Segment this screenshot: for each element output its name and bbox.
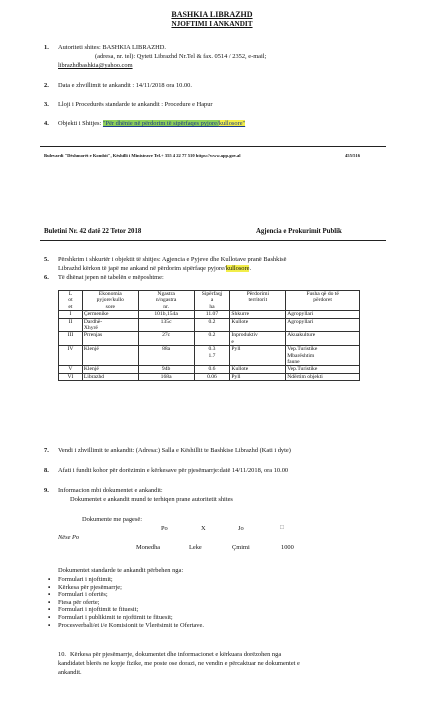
table-cell: Pyll [230, 346, 286, 366]
table-cell: IV [59, 346, 83, 366]
bulletin-header: Buletini Nr. 42 datë 22 Tetor 2018 [44, 228, 142, 235]
participation-request-end: ankandit. [58, 669, 82, 676]
table-row [59, 311, 360, 318]
col-header: Fusha që do të përdoret [286, 291, 360, 311]
table-cell: 11.07 [194, 311, 230, 318]
option-jo: Jo [238, 525, 244, 532]
table-cell: 101b,154a [138, 311, 194, 318]
table-cell: 0.3 1.7 [194, 346, 230, 366]
table-cell: 0.06 [194, 373, 230, 380]
item-number: 5. [44, 256, 49, 263]
table-cell: 168a [138, 373, 194, 380]
sale-object: Objekti i Shitjes: "Për dhënie në përdorim të sipërfaqes pyjore/kullosore" [58, 120, 246, 127]
currency-label: Monedha [136, 544, 161, 551]
col-header: Ngastra n/ngastra nr. [138, 291, 194, 311]
participation-request: Kërkesa për pjesëmarrje, dokumentet dhe informacionet e kërkuara dorëzohen nga [70, 651, 282, 658]
table-cell: Klenjë [82, 366, 138, 373]
procedure-type: Lloji i Procedurës standarde te ankandit : Procedure e Hapur [58, 101, 213, 108]
list-item: ▪ Procesverbali/et i/e Komisionit te Vlerësimit te Ofertave. [58, 622, 204, 630]
authority-line: Autoriteti shites: BASHKIA LIBRAZHD. [58, 44, 166, 51]
table-cell: Vep.Turistike [286, 366, 360, 373]
table-cell: II [59, 318, 83, 332]
table-cell: Vep.Turistike Mbarështim faune [286, 346, 360, 366]
list-item: ▪ Formulari i publikimit te njoftimit te fituesit; [58, 614, 204, 622]
participation-request-cont: kandidatet blerës ne kopje fizike, me poste ose dorazi, ne vendin e përcaktuar ne dokumentet e [58, 660, 300, 667]
table-cell: 94b [138, 366, 194, 373]
table-cell: 88a [138, 346, 194, 366]
table-cell: VI [59, 373, 83, 380]
table-cell: Klenjë [82, 346, 138, 366]
table-cell: Pyll [230, 373, 286, 380]
standard-docs-intro: Dokumentet standarde te ankandit përbehen nga: [58, 567, 184, 574]
submission-deadline: Afati i fundit kohor për dorëzimin e kërkesave për pjesëmarrje:datë 14/11/2018, ora 10.00 [58, 467, 289, 474]
table-cell: Agropyllari [286, 318, 360, 332]
currency-value: Leke [189, 544, 202, 551]
footer-address: Bulevardi "Dëshmorët e Kombit", Këshilli i Ministrave Tel.+ 355 4 22 77 510 https://www.app.gov.al [44, 153, 241, 158]
documents-availability: Dokumentet e ankandit mund te terhiqen prane autoritetit shites [70, 496, 233, 503]
table-cell: 0.2 [194, 332, 230, 346]
footer-divider [40, 146, 386, 147]
option-po: Po [161, 525, 168, 532]
item-number: 2. [44, 82, 49, 89]
option-x: X [201, 525, 206, 532]
item-number: 8. [44, 467, 49, 474]
table-cell: 27c [138, 332, 194, 346]
documents-info: Informacion mbi dokumentet e ankandit: [58, 487, 163, 494]
agency-header: Agjencia e Prokurimit Publik [256, 228, 342, 235]
table-cell: V [59, 366, 83, 373]
table-row [59, 373, 360, 380]
object-description-cont: Librazhd kërkon të japë me ankand në përdorim sipërfaqe pyjore/kullosore. [58, 265, 252, 272]
item-number: 9. [44, 487, 49, 494]
item-number: 1. [44, 44, 49, 51]
table-cell: Ndërtim objekti [286, 373, 360, 380]
table-cell: III [59, 332, 83, 346]
table-cell: Çermenike [82, 311, 138, 318]
item-number: 7. [44, 447, 49, 454]
table-row [59, 366, 360, 373]
authority-address: (adresa, nr. tel): Qyteti Librazhd Nr.Tel & fax. 0514 / 2352, e-mail; [95, 53, 267, 60]
authority-email: librazhdbashkia@yahoo.com [58, 62, 133, 69]
auction-venue: Vendi i zhvillimit te ankandit: (Adresa:) Salla e Këshillit te Bashkise Librazhd (Kati i dyte) [58, 447, 291, 454]
list-item: ▪ Formulari i njoftimit te fituesit; [58, 606, 204, 614]
table-cell: Akuakulture [286, 332, 360, 346]
table-row [59, 318, 360, 332]
item-number: 6. [44, 274, 49, 281]
table-cell: Dardhë- Xhyrë [82, 318, 138, 332]
table-cell: Kullote [230, 366, 286, 373]
list-item: ▪ Formulari i ofertës; [58, 591, 204, 599]
if-yes-label: Nëse Po [58, 534, 80, 541]
col-header: L ot et [59, 291, 83, 311]
checkbox-icon: □ [280, 524, 284, 531]
object-description: Përshkrim i shkurtër i objektit të shitjes: Agjencia e Pyjeve dhe Kullotave pranë Bashkisë [58, 256, 287, 263]
paid-documents-label: Dokumente me pagesë: [82, 516, 142, 523]
header-divider [40, 240, 386, 241]
page-title: BASHKIA LIBRAZHD [171, 10, 253, 19]
list-item: ▪ Ftesa për oferte; [58, 599, 204, 607]
table-row [59, 346, 360, 366]
item-number: 3. [44, 101, 49, 108]
table-cell: I [59, 311, 83, 318]
item-number: 4. [44, 120, 49, 127]
list-item: ▪ Formulari i njoftimit; [58, 576, 204, 584]
table-cell: Kullote [230, 318, 286, 332]
item-number: 10. [58, 651, 66, 658]
table-cell: Inproduktiv e [230, 332, 286, 346]
price-label: Çmimi [232, 544, 250, 551]
parcels-table [58, 290, 360, 381]
price-value: 1000 [281, 544, 294, 551]
standard-docs-list [58, 576, 204, 629]
list-item: ▪ Kërkesa për pjesëmarrje; [58, 584, 204, 592]
table-row [59, 332, 360, 346]
table-cell: 0.6 [194, 366, 230, 373]
auction-date: Data e zhvillimit te ankandit : 14/11/2018 ora 10.00. [58, 82, 192, 89]
table-cell: 135c [138, 318, 194, 332]
page-subtitle: NJOFTIMI I ANKANDIT [171, 20, 253, 28]
table-cell: Prrenjas [82, 332, 138, 346]
table-cell: Agropyllari [286, 311, 360, 318]
col-header: Ekonomia pyjore/kullo sore [82, 291, 138, 311]
col-header: Përdorimi territorit [230, 291, 286, 311]
col-header: Sipërfaqj a ha [194, 291, 230, 311]
table-header-row [59, 291, 360, 311]
table-intro: Të dhënat jepen në tabelën e mëposhtme: [58, 274, 164, 281]
footer-page-number: 455/516 [345, 153, 361, 158]
table-cell: Librazhd [82, 373, 138, 380]
table-cell: 0.2 [194, 318, 230, 332]
table-cell: Shkurre [230, 311, 286, 318]
